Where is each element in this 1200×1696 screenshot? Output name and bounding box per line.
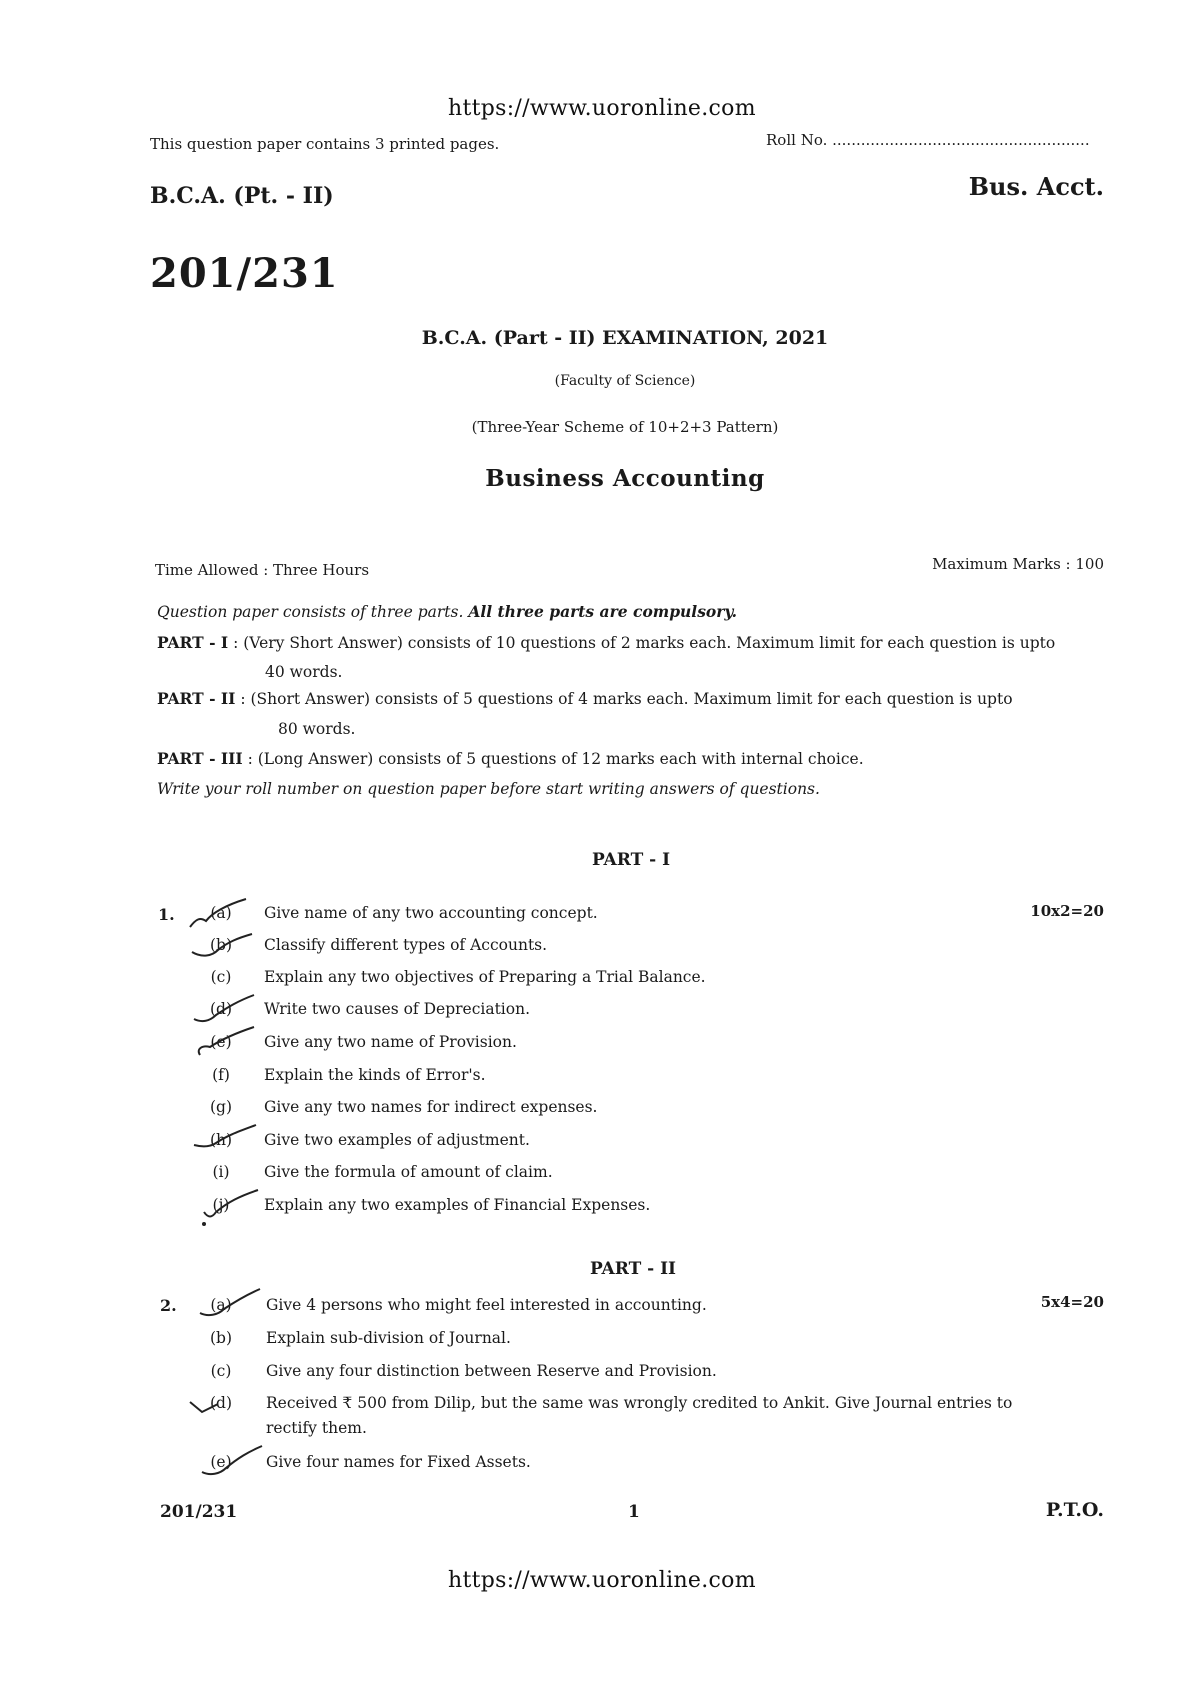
instruction-line-1-a: Question paper consists of three parts. bbox=[157, 603, 469, 621]
question-label: (i) bbox=[212, 1163, 230, 1181]
question-text: Give any two names for indirect expenses. bbox=[264, 1098, 598, 1116]
instruction-part3 bbox=[157, 750, 864, 768]
question-text: Write two causes of Depreciation. bbox=[264, 1000, 531, 1018]
question-text: Give 4 persons who might feel interested in accounting. bbox=[266, 1296, 707, 1314]
instruction-part1-text: : (Very Short Answer) consists of 10 questions of 2 marks each. Maximum limit for each question is upto bbox=[228, 634, 1056, 652]
question-label: (g) bbox=[209, 1098, 233, 1116]
tick-mark-icon bbox=[186, 897, 256, 933]
question-text: Give four names for Fixed Assets. bbox=[266, 1453, 531, 1471]
question-label: (b) bbox=[209, 1329, 233, 1347]
question-text: Give any four distinction between Reserve and Provision. bbox=[266, 1362, 717, 1380]
tick-mark-icon bbox=[196, 1287, 266, 1321]
header-url[interactable]: https://www.uoronline.com bbox=[448, 96, 756, 121]
question-2-number: 2. bbox=[160, 1296, 177, 1315]
question-text: Explain the kinds of Error's. bbox=[264, 1066, 486, 1084]
footer-code: 201/231 bbox=[160, 1502, 238, 1522]
question-label: (e) bbox=[210, 1033, 232, 1051]
tick-mark-icon bbox=[196, 1188, 266, 1228]
question-text: Give name of any two accounting concept. bbox=[264, 904, 598, 922]
question-text: Give two examples of adjustment. bbox=[264, 1131, 530, 1149]
instruction-part1-label: PART - I bbox=[157, 633, 229, 652]
tick-mark-icon bbox=[192, 1123, 262, 1155]
instruction-part2-cont: 80 words. bbox=[278, 720, 356, 738]
question-text: Give the formula of amount of claim. bbox=[264, 1163, 553, 1181]
question-2-marks: 5x4=20 bbox=[1040, 1293, 1104, 1311]
tick-mark-icon bbox=[192, 1025, 262, 1061]
question-label: (a) bbox=[210, 904, 232, 922]
question-text: Explain sub-division of Journal. bbox=[266, 1329, 511, 1347]
exam-faculty: (Faculty of Science) bbox=[554, 373, 696, 389]
question-text: Explain any two objectives of Preparing a Trial Balance. bbox=[264, 968, 706, 986]
question-1-marks: 10x2=20 bbox=[1030, 902, 1104, 920]
roll-number-note: Write your roll number on question paper before start writing answers of questions. bbox=[157, 780, 820, 798]
question-label: (f) bbox=[212, 1066, 230, 1084]
instruction-part1 bbox=[157, 634, 1107, 652]
tick-mark-icon bbox=[188, 1396, 228, 1420]
question-label: (e) bbox=[210, 1453, 232, 1471]
exam-scheme: (Three-Year Scheme of 10+2+3 Pattern) bbox=[471, 418, 779, 436]
roll-no-field: Roll No. ...................................................... bbox=[766, 131, 1090, 149]
question-label: (j) bbox=[212, 1196, 230, 1214]
question-text: Explain any two examples of Financial Expenses. bbox=[264, 1196, 651, 1214]
subject-short: Bus. Acct. bbox=[968, 172, 1104, 201]
question-text: Give any two name of Provision. bbox=[264, 1033, 517, 1051]
instruction-part3-label: PART - III bbox=[157, 749, 243, 768]
instruction-part2-label: PART - II bbox=[157, 689, 236, 708]
time-allowed: Time Allowed : Three Hours bbox=[155, 561, 370, 579]
part2-heading: PART - II bbox=[590, 1259, 677, 1279]
instruction-part2 bbox=[157, 690, 1107, 708]
pto-label: P.T.O. bbox=[1045, 1499, 1104, 1521]
tick-mark-icon bbox=[188, 930, 258, 962]
page-number: 1 bbox=[628, 1502, 640, 1522]
paper-code: 201/231 bbox=[150, 250, 339, 297]
question-label: (d) bbox=[209, 1394, 233, 1412]
instruction-part3-text: : (Long Answer) consists of 5 questions of 12 marks each with internal choice. bbox=[242, 750, 864, 768]
tick-mark-icon bbox=[198, 1444, 268, 1480]
question-label: (h) bbox=[209, 1131, 233, 1149]
subject-title: Business Accounting bbox=[485, 465, 765, 492]
pages-note: This question paper contains 3 printed pages. bbox=[150, 135, 500, 153]
question-label: (c) bbox=[210, 1362, 232, 1380]
tick-mark-icon bbox=[190, 993, 260, 1027]
exam-title: B.C.A. (Part - II) EXAMINATION, 2021 bbox=[421, 327, 829, 349]
instruction-line-1-b: All three parts are compulsory. bbox=[468, 602, 738, 621]
question-label: (c) bbox=[210, 968, 232, 986]
instruction-line-1 bbox=[157, 603, 737, 621]
instruction-part2-text: : (Short Answer) consists of 5 questions of 4 marks each. Maximum limit for each question is upto bbox=[235, 690, 1013, 708]
part1-heading: PART - I bbox=[592, 850, 671, 870]
instruction-part1-cont: 40 words. bbox=[265, 663, 343, 681]
question-label: (b) bbox=[209, 936, 233, 954]
question-label: (d) bbox=[209, 1000, 233, 1018]
question-text: Classify different types of Accounts. bbox=[264, 936, 548, 954]
footer-url[interactable]: https://www.uoronline.com bbox=[448, 1568, 756, 1593]
question-1-number: 1. bbox=[158, 905, 175, 924]
question-text-cont: rectify them. bbox=[266, 1419, 367, 1437]
question-text: Received ₹ 500 from Dilip, but the same was wrongly credited to Ankit. Give Journal entries to bbox=[266, 1394, 1013, 1412]
question-label: (a) bbox=[210, 1296, 232, 1314]
course-label: B.C.A. (Pt. - II) bbox=[150, 183, 334, 209]
max-marks: Maximum Marks : 100 bbox=[932, 555, 1104, 573]
